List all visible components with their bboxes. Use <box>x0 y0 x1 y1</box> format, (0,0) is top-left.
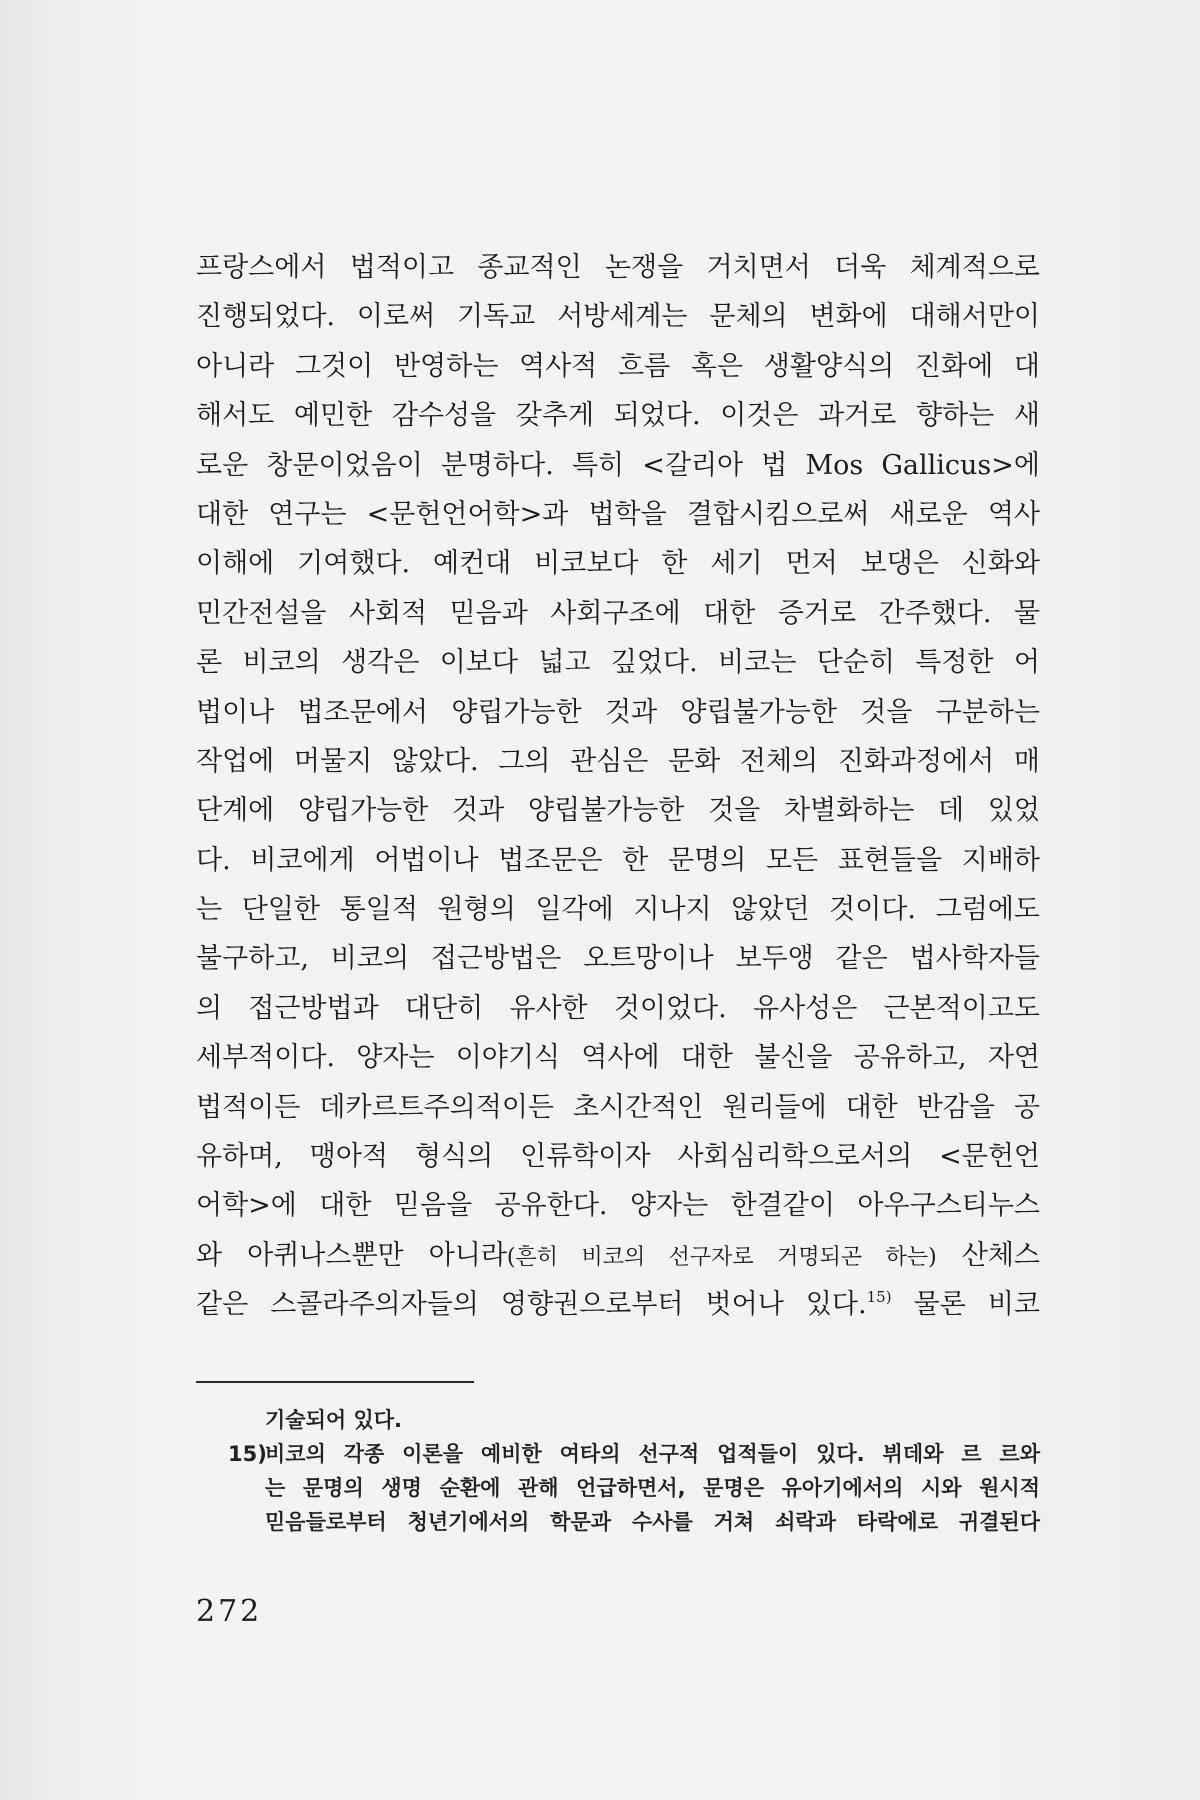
body-line: 법이나 법조문에서 양립가능한 것과 양립불가능한 것을 구분하는 <box>196 696 1040 728</box>
footnote-continuation: 기술되어 있다. <box>265 1408 403 1432</box>
body-line: 작업에 머물지 않았다. 그의 관심은 문화 전체의 진화과정에서 매 <box>196 745 1040 777</box>
footnote-15-line <box>228 1437 1040 1471</box>
body-line: 어학>에 대한 믿음을 공유한다. 양자는 한결같이 아우구스티누스 <box>196 1190 1040 1222</box>
body-line: 론 비코의 생각은 이보다 넓고 깊었다. 비코는 단순히 특정한 어 <box>196 647 1040 679</box>
body-line <box>196 1231 1040 1280</box>
body-line: 다. 비코에게 어법이나 법조문은 한 문명의 모든 표현들을 지배하 <box>196 844 1040 876</box>
body-line: 이해에 기여했다. 예컨대 비코보다 한 세기 먼저 보댕은 신화와 <box>196 548 1040 580</box>
body-line: 법적이든 데카르트주의적이든 초시간적인 원리들에 대한 반감을 공 <box>196 1091 1040 1123</box>
body-line: 해서도 예민한 감수성을 갖추게 되었다. 이것은 과거로 향하는 새 <box>196 400 1040 432</box>
body-line: 대한 연구는 <문헌언어학>과 법학을 결합시킴으로써 새로운 역사 <box>196 498 1040 530</box>
body-line: 아니라 그것이 반영하는 역사적 흐름 혹은 생활양식의 진화에 대 <box>196 350 1040 382</box>
body-line-text: 산체스 <box>936 1239 1040 1271</box>
body-line <box>196 1280 1040 1329</box>
body-line-text: 같은 스콜라주의자들의 영향권으로부터 벗어나 있다. <box>196 1289 867 1321</box>
footnote-reference: 15) <box>866 1288 892 1307</box>
body-line: 로운 창문이었음이 분명하다. 특히 <갈리아 법 Mos Gallicus>에 <box>196 449 1040 481</box>
footnotes <box>228 1403 1040 1539</box>
body-line: 는 단일한 통일적 원형의 일각에 지나지 않았던 것이다. 그럼에도 <box>196 894 1040 926</box>
body-line-text: 물론 비코 <box>891 1289 1040 1321</box>
body-text <box>196 243 1040 1330</box>
body-line: 진행되었다. 이로써 기독교 서방세계는 문체의 변화에 대해서만이 <box>196 301 1040 333</box>
body-line: 프랑스에서 법적이고 종교적인 논쟁을 거치면서 더욱 체계적으로 <box>196 252 1040 283</box>
body-line: 민간전설을 사회적 믿음과 사회구조에 대한 증거로 간주했다. 물 <box>196 597 1040 629</box>
parenthetical-aside: (흔히 비코의 선구자로 거명되곤 하는) <box>506 1244 937 1270</box>
body-line-text: 와 아퀴나스뿐만 아니라 <box>196 1239 507 1271</box>
body-line: 불구하고, 비코의 접근방법은 오트망이나 보두앵 같은 법사학자들 <box>196 943 1040 975</box>
footnote-separator <box>196 1381 474 1383</box>
body-line: 유하며, 맹아적 형식의 인류학이자 사회심리학으로서의 <문헌언 <box>196 1141 1040 1173</box>
body-line: 세부적이다. 양자는 이야기식 역사에 대한 불신을 공유하고, 자연 <box>196 1042 1040 1074</box>
body-line: 단계에 양립가능한 것과 양립불가능한 것을 차별화하는 데 있었 <box>196 795 1040 827</box>
footnote-15-line: 는 문명의 생명 순환에 관해 언급하면서, 문명은 유아기에서의 시와 원시적 <box>265 1476 1040 1500</box>
page-number: 272 <box>196 1594 263 1629</box>
footnote-marker: 15) <box>228 1442 267 1466</box>
body-line: 의 접근방법과 대단히 유사한 것이었다. 유사성은 근본적이고도 <box>196 992 1040 1024</box>
footnote-15-line: 믿음들로부터 청년기에서의 학문과 수사를 거쳐 쇠락과 타락에로 귀결된다 <box>265 1510 1040 1534</box>
footnote-text: 비코의 각종 이론을 예비한 여타의 선구적 업적들이 있다. 뷔데와 르 르와 <box>265 1442 1040 1466</box>
